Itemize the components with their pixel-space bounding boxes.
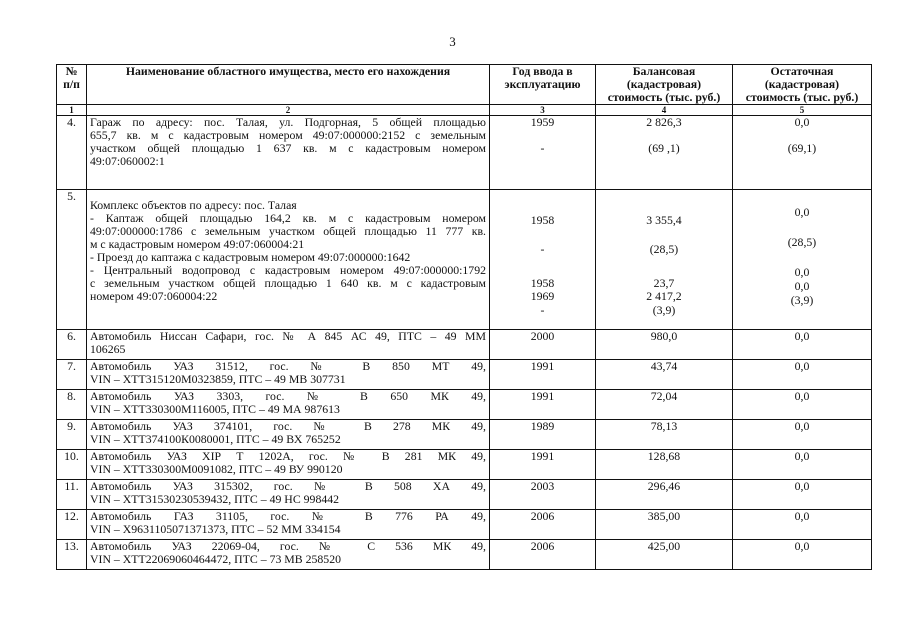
header-balance-line: (кадастровая) [626,77,702,91]
row-number: 4. [57,116,87,190]
header-balance [596,65,733,105]
table-row [57,420,872,450]
description-line: участком общей площадью 1 637 кв. м с кадастровым номером [90,141,486,155]
description-line: Автомобиль УАЗ ХІР Т 1202А, гос. № В 281 МК 49, [90,449,486,463]
row-residual [733,116,872,190]
description-line: Гараж по адресу: пос. Талая, ул. Подгорная, 5 общей площадью [90,115,486,129]
row-number: 10. [57,450,87,480]
row-year: 1991 [490,360,596,390]
header-residual-line: Остаточная [770,64,834,78]
balance-value: 3 355,4 [646,213,682,227]
header-year [490,65,596,105]
row-residual: 0,0 [733,330,872,360]
table-row [57,360,872,390]
row-number: 6. [57,330,87,360]
description-line: 49:07:060002:1 [90,154,165,168]
header-num-line: п/п [63,77,80,91]
year-value: 1969 [530,289,555,303]
row-number: 8. [57,390,87,420]
header-num [57,65,87,105]
row-number: 13. [57,540,87,570]
row-number: 5. [57,190,87,330]
row-year: 2003 [490,480,596,510]
row-balance [596,190,733,330]
column-number: 1 [57,105,87,116]
row-residual: 0,0 [733,540,872,570]
row-year: 1989 [490,420,596,450]
row-description [87,450,490,480]
header-balance-line: стоимость (тыс. руб.) [607,90,721,104]
description-line: Автомобиль УАЗ 3303, гос. № В 650 МК 49, [90,389,486,403]
year-value: 1958 [530,276,555,290]
description-line: - Проезд до каптажа с кадастровым номером 49:07:000000:1642 [90,250,411,264]
header-num-line: № [65,64,78,78]
description-line: - Центральный водопровод с кадастровым номером 49:07:000000:1792 [90,263,486,277]
year-value: 1958 [530,213,555,227]
year-value: - [540,303,545,317]
year-value: - [540,141,545,155]
row-balance: 78,13 [596,420,733,450]
row-year: 2006 [490,510,596,540]
row-description [87,540,490,570]
description-line: Автомобиль УАЗ 22069-04, гос. № С 536 МК 49, [90,539,486,553]
row-year: 1991 [490,450,596,480]
row-year: 2000 [490,330,596,360]
row-description [87,420,490,450]
row-description [87,480,490,510]
year-value: - [540,242,545,256]
row-year [490,190,596,330]
balance-value: (28,5) [649,242,679,256]
residual-value: 0,0 [794,265,810,279]
row-residual: 0,0 [733,510,872,540]
table-row [57,510,872,540]
description-line: VIN – ХТТ315120М0323859, ПТС – 49 МВ 307731 [90,372,346,386]
column-number: 5 [733,105,872,116]
row-residual: 0,0 [733,390,872,420]
row-balance: 43,74 [596,360,733,390]
residual-value: 0,0 [794,205,810,219]
description-line: с земельным участком общей площадью 1 640 кв. м с кадастровым [90,276,486,290]
header-name: Наименование областного имущества, место его нахождения [87,65,490,105]
description-line: VIN – ХТТ374100К0080001, ПТС – 49 ВХ 765252 [90,432,341,446]
row-description [87,190,490,330]
residual-value: 0,0 [794,279,810,293]
description-line: Автомобиль ГАЗ 31105, гос. № В 776 РА 49, [90,509,486,523]
balance-value: 2 826,3 [646,115,682,129]
header-residual [733,65,872,105]
row-description [87,510,490,540]
description-line: номером 49:07:060004:22 [90,289,218,303]
row-residual: 0,0 [733,420,872,450]
row-balance: 385,00 [596,510,733,540]
description-line: VIN – ХТТ31530230539432, ПТС – 49 НС 998442 [90,492,340,506]
residual-value: (69,1) [787,141,817,155]
table-row [57,540,872,570]
residual-value: (28,5) [787,235,817,249]
residual-value: 0,0 [794,115,810,129]
description-line: 655,7 кв. м с кадастровым номером 49:07:000000:2152 с земельным [90,128,486,142]
description-line: VIN – ХТТ330300М0091082, ПТС – 49 ВУ 990120 [90,462,343,476]
row-number: 11. [57,480,87,510]
row-residual: 0,0 [733,450,872,480]
row-year: 1991 [490,390,596,420]
row-balance: 980,0 [596,330,733,360]
row-year [490,116,596,190]
description-line: VIN – ХТТ22069060464472, ПТС – 73 МВ 258520 [90,552,342,566]
header-balance-line: Балансовая [632,64,696,78]
residual-value: (3,9) [790,293,814,307]
row-description [87,390,490,420]
row-description [87,360,490,390]
row-balance: 296,46 [596,480,733,510]
description-line: 49:07:000000:1786 с земельным участком общей площадью 11 777 кв. [90,224,486,238]
header-row [57,65,872,105]
table-row [57,390,872,420]
row-balance [596,116,733,190]
header-residual-line: (кадастровая) [764,77,840,91]
balance-value: 23,7 [653,276,675,290]
row-description [87,330,490,360]
row-residual: 0,0 [733,360,872,390]
property-table [56,64,872,570]
table-row [57,330,872,360]
row-number: 12. [57,510,87,540]
row-number: 7. [57,360,87,390]
description-line: Комплекс объектов по адресу: пос. Талая [90,198,297,212]
table-row [57,450,872,480]
column-number: 4 [596,105,733,116]
balance-value: (69 ,1) [648,141,680,155]
column-number: 2 [87,105,490,116]
header-residual-line: стоимость (тыс. руб.) [745,90,859,104]
balance-value: (3,9) [652,303,676,317]
column-number-row [57,105,872,116]
row-balance: 425,00 [596,540,733,570]
row-balance: 72,04 [596,390,733,420]
description-line: VIN – Х9631105071371373, ПТС – 52 ММ 334154 [90,522,341,536]
column-number: 3 [490,105,596,116]
table-row [57,190,872,330]
table-row [57,480,872,510]
description-line: Автомобиль УАЗ 374101, гос. № В 278 МК 49, [90,419,486,433]
description-line: Автомобиль Ниссан Сафари, гос. № А 845 АС 49, ПТС – 49 ММ [90,329,486,343]
row-residual [733,190,872,330]
description-line: м с кадастровым номером 49:07:060004:21 [90,237,305,251]
row-residual: 0,0 [733,480,872,510]
year-value: 1959 [530,115,555,129]
description-line: Автомобиль УАЗ 31512, гос. № В 850 МТ 49, [90,359,486,373]
description-line: Автомобиль УАЗ 315302, гос. № В 508 ХА 49, [90,479,486,493]
row-year: 2006 [490,540,596,570]
table-row [57,116,872,190]
page-number: 3 [449,34,456,49]
header-year-line: Год ввода в [512,64,573,78]
description-line: VIN – ХТТ330300М116005, ПТС – 49 МА 987613 [90,402,340,416]
description-line: 106265 [90,342,126,356]
description-line: - Каптаж общей площадью 164,2 кв. м с кадастровым номером [90,211,486,225]
row-balance: 128,68 [596,450,733,480]
row-description [87,116,490,190]
balance-value: 2 417,2 [646,289,682,303]
header-year-line: эксплуатацию [504,77,581,91]
row-number: 9. [57,420,87,450]
